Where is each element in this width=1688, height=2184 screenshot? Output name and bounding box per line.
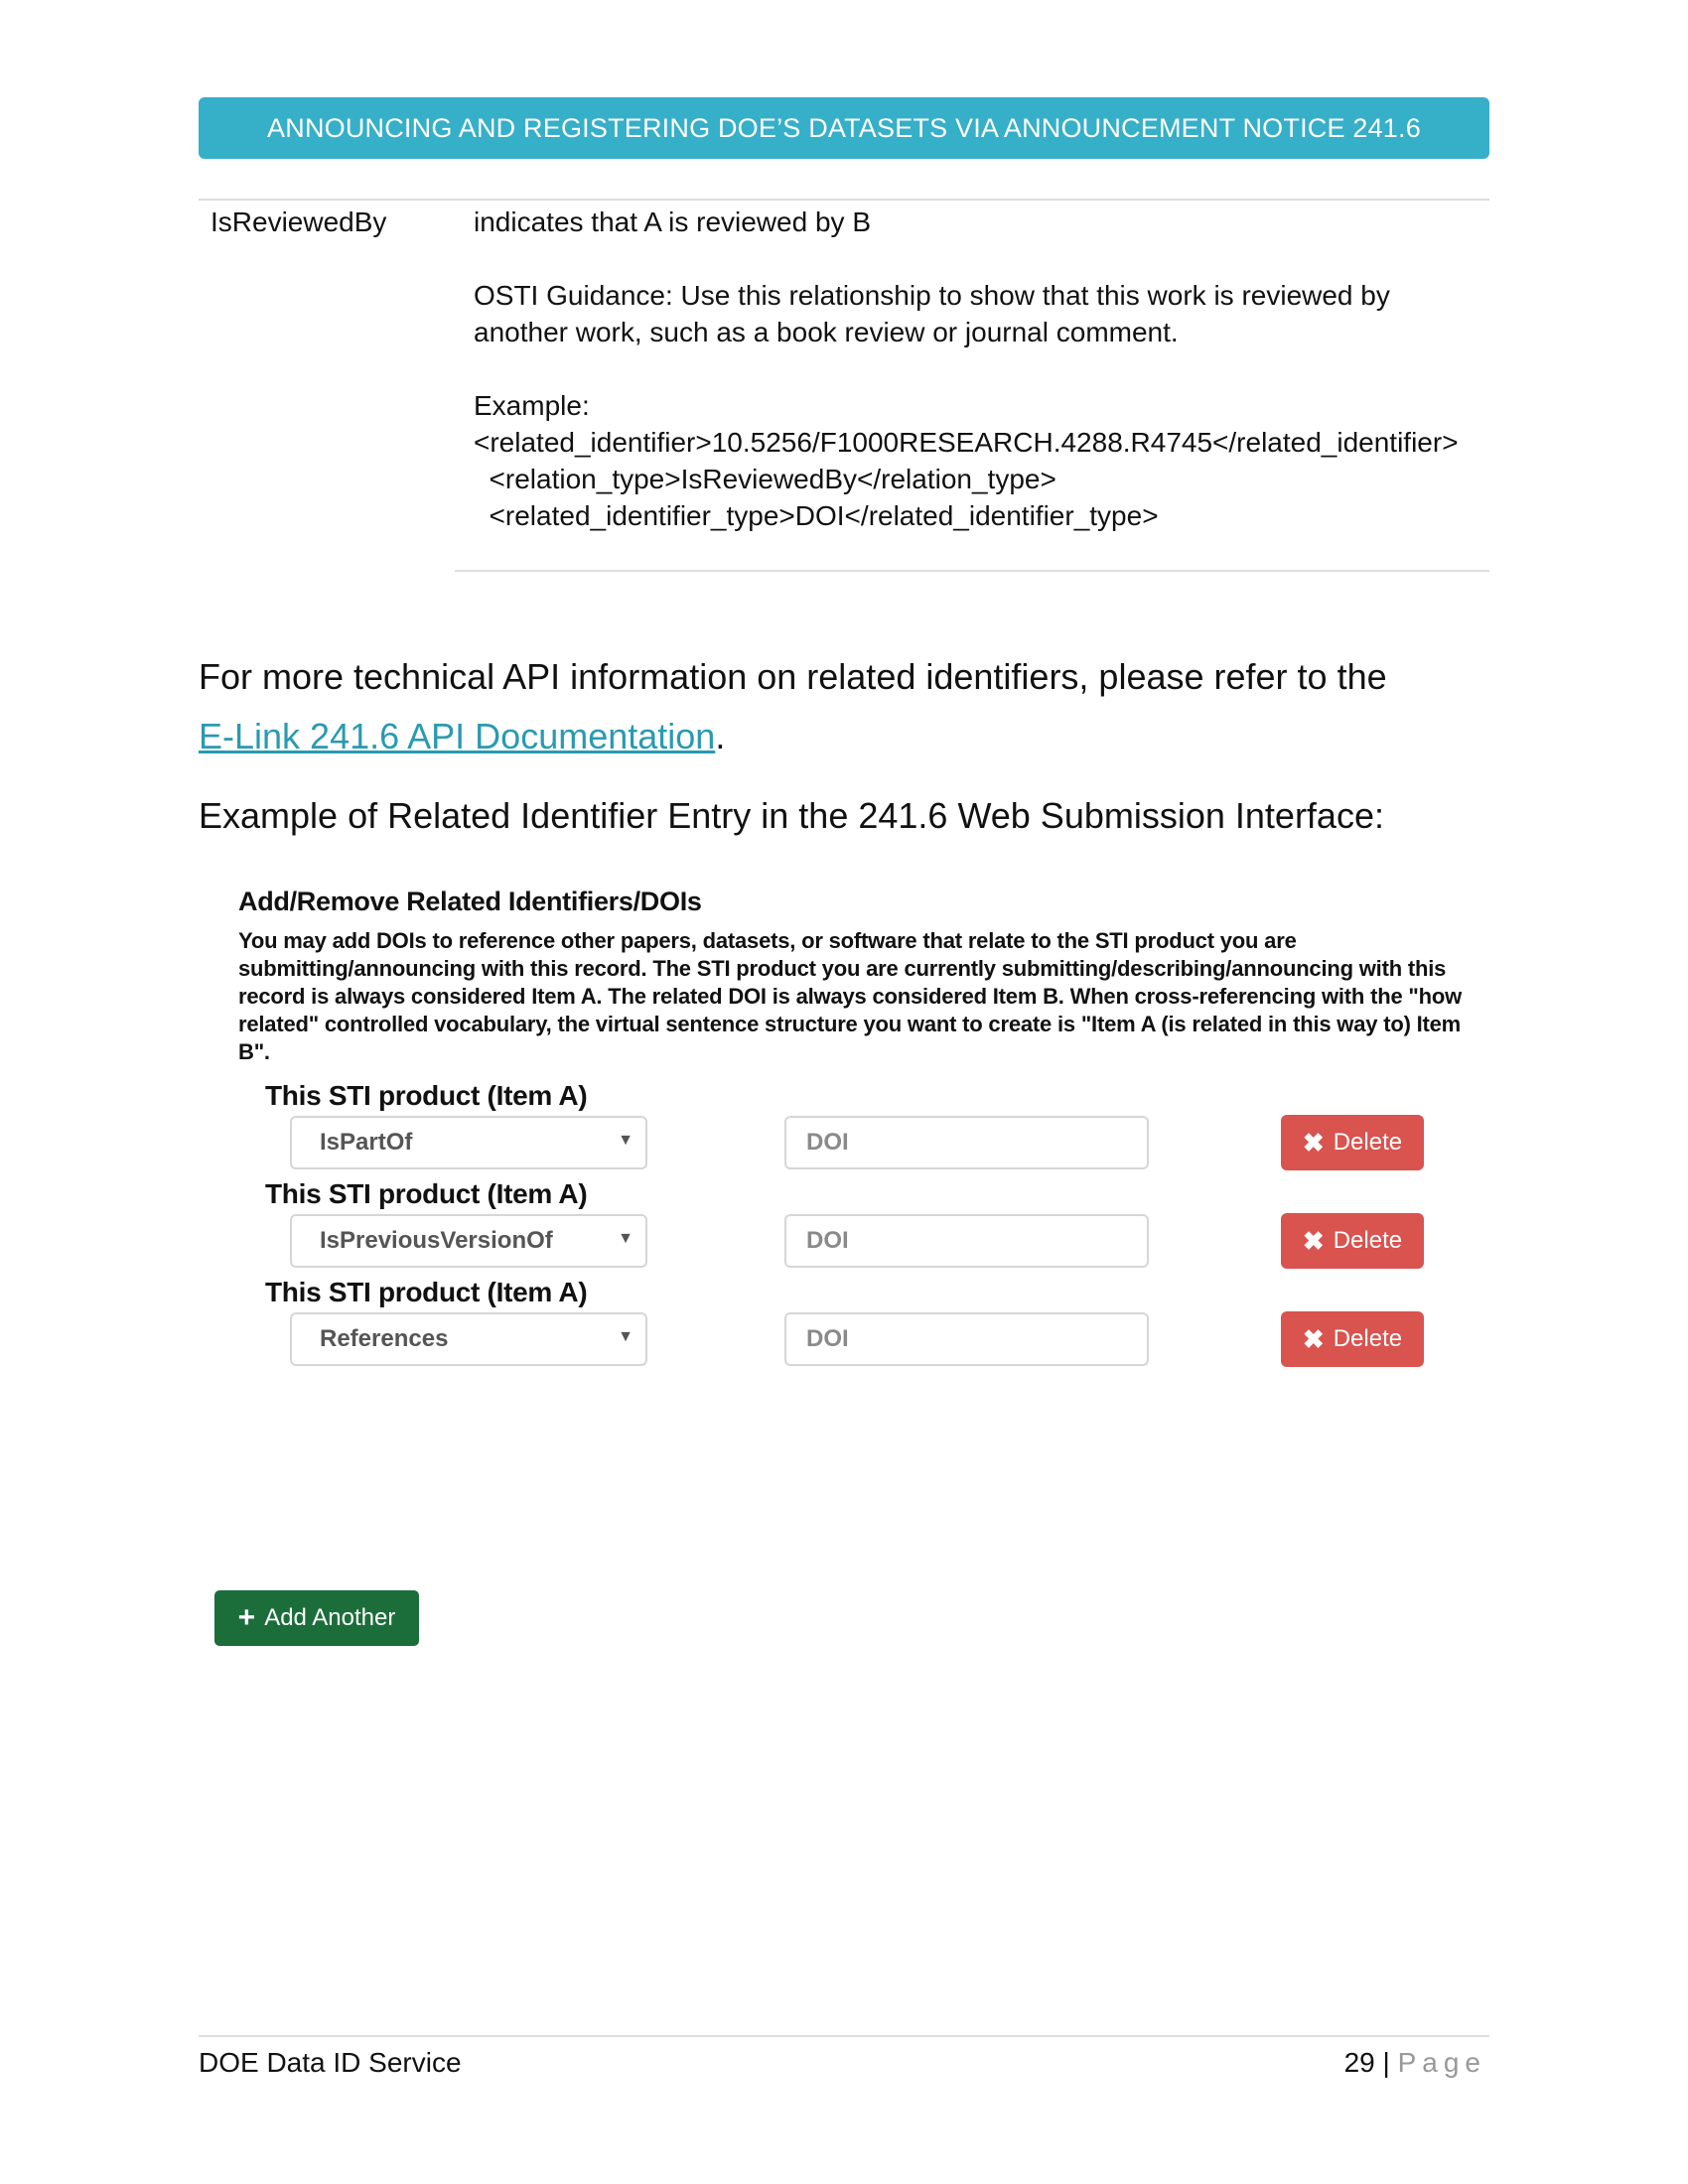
plus-icon: +	[237, 1601, 256, 1634]
header-title: ANNOUNCING AND REGISTERING DOE’S DATASETS VIA ANNOUNCEMENT NOTICE 241.6	[267, 112, 1421, 143]
relation-type-value: References	[320, 1325, 449, 1352]
api-documentation-link[interactable]: E-Link 241.6 API Documentation	[199, 716, 716, 756]
example-caption: Example of Related Identifier Entry in the 241.6 Web Submission Interface:	[199, 795, 1384, 836]
related-identifier-row	[238, 1080, 1489, 1179]
table-bottom-rule	[455, 570, 1489, 572]
item-a-label: This STI product (Item A)	[265, 1277, 588, 1307]
form-help-text: You may add DOIs to reference other papers, datasets, or software that relate to the STI product you are submitting/announcing with this record. The STI product you are currently submitting/describing/announcing with this record is always considered Item A. The related DOI is always considered Item B. When cross-referencing with the "how related" controlled vocabulary, the virtual sentence structure you want to create is "Item A (is related in this way to) Item B".	[238, 928, 1463, 1064]
footer-page-number	[1344, 2047, 1486, 2079]
related-identifiers-form	[237, 887, 1489, 1634]
close-icon: ✖	[1302, 1127, 1325, 1158]
related-identifier-row	[238, 1277, 1489, 1376]
footer-service-name: DOE Data ID Service	[199, 2047, 462, 2078]
add-another-button[interactable]	[214, 1590, 419, 1646]
api-paragraph-text: For more technical API information on related identifiers, please refer to the	[199, 656, 1387, 697]
relation-type-select[interactable]	[290, 1116, 647, 1169]
caret-down-icon: ▼	[618, 1230, 633, 1247]
example-code-line-3: <related_identifier_type>DOI</related_identifier_type>	[474, 500, 1159, 531]
delete-label: Delete	[1333, 1227, 1403, 1254]
footer-rule	[199, 2035, 1489, 2037]
delete-label: Delete	[1333, 1325, 1403, 1352]
page-word: Page	[1397, 2047, 1486, 2078]
example-code-line-2: <relation_type>IsReviewedBy</relation_type>	[474, 464, 1056, 494]
table-top-rule	[199, 199, 1489, 201]
form-heading: Add/Remove Related Identifiers/DOIs	[238, 887, 702, 916]
delete-button[interactable]	[1281, 1115, 1424, 1170]
close-icon: ✖	[1302, 1323, 1325, 1354]
relation-type-select[interactable]	[290, 1214, 647, 1268]
header-banner	[199, 97, 1489, 159]
guidance-line-2: another work, such as a book review or journal comment.	[474, 317, 1179, 347]
item-a-label: This STI product (Item A)	[265, 1080, 588, 1111]
definition-summary: indicates that A is reviewed by B	[474, 206, 871, 237]
caret-down-icon: ▼	[618, 1132, 633, 1149]
delete-button[interactable]	[1281, 1311, 1424, 1367]
relation-type-value: IsPreviousVersionOf	[320, 1227, 553, 1254]
api-paragraph	[199, 647, 1489, 766]
relation-type-value: IsPartOf	[320, 1129, 413, 1156]
delete-label: Delete	[1333, 1129, 1403, 1156]
guidance-line-1: OSTI Guidance: Use this relationship to show that this work is reviewed by	[474, 280, 1390, 311]
link-suffix: .	[715, 716, 726, 756]
page-separator: |	[1382, 2047, 1390, 2078]
doi-input[interactable]	[784, 1214, 1149, 1268]
page-number: 29	[1343, 2047, 1375, 2078]
item-a-label: This STI product (Item A)	[265, 1178, 588, 1209]
add-another-label: Add Another	[264, 1604, 396, 1631]
related-identifier-row	[238, 1178, 1489, 1278]
example-code-line-1: <related_identifier>10.5256/F1000RESEARCH.4288.R4745</related_identifier>	[474, 427, 1459, 458]
definition-description	[474, 204, 1486, 534]
relation-type-select[interactable]	[290, 1312, 647, 1366]
caret-down-icon: ▼	[618, 1328, 633, 1345]
close-icon: ✖	[1302, 1225, 1325, 1256]
definition-term: IsReviewedBy	[211, 206, 387, 237]
delete-button[interactable]	[1281, 1213, 1424, 1269]
doi-input[interactable]	[784, 1312, 1149, 1366]
doi-input[interactable]	[784, 1116, 1149, 1169]
example-label: Example:	[474, 390, 590, 421]
